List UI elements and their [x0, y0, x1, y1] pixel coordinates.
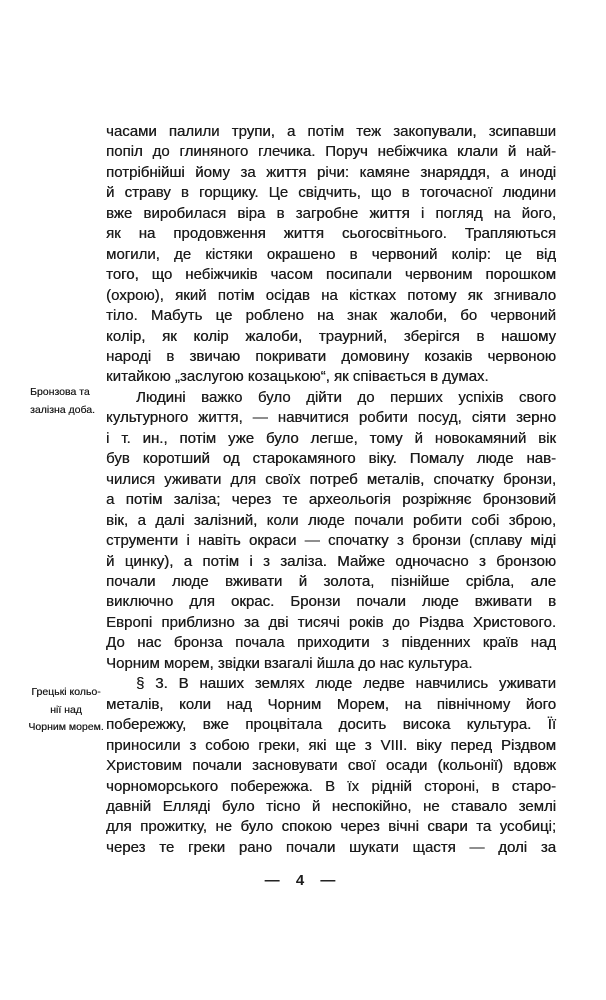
text-line: приносили з собою греки, які ще з VIII. віку перед Різдвом: [106, 736, 556, 754]
margin-note-line: нії над: [50, 703, 82, 716]
text-line: могили, де кістяки окрашено в червоний колір: це від: [106, 245, 556, 263]
text-line: побережжу, вже процвітала досить висока культура. Її: [106, 716, 556, 734]
text-line: попіл до глиняного глечика. Поруч небіжчика клали й най-: [106, 143, 556, 161]
text-line: а потім заліза; через те археольогія розріжняє бронзовий: [106, 491, 556, 509]
text-line: культурного життя, — навчитися робити посуд, сіяти зерно: [106, 409, 556, 427]
margin-note-greek-colonies: [26, 684, 106, 737]
margin-note-line: Чорним морем.: [28, 721, 104, 733]
text-line: й цинку), а потім і з заліза. Майже одночасно з бронзою: [106, 552, 556, 570]
text-line: вже виробилася віра в загробне життя і погляд на його,: [106, 204, 556, 222]
text-line: § 3. В наших землях люде ледве навчились уживати: [136, 675, 556, 693]
text-line: часами палили трупи, а потім теж закопували, зсипавши: [106, 123, 556, 140]
text-line: тіло. Мабуть це роблено на знак жалоби, бо червоний: [106, 307, 556, 325]
text-line: і т. ин., потім уже було легше, тому й новокамяний вік: [106, 429, 556, 447]
text-line: До нас бронза почала приходити з південних країв над: [106, 634, 556, 652]
margin-note-line: Грецькі кольо-: [31, 686, 101, 698]
text-line: народі в звичаю покривати домовину козаків червоною: [106, 347, 556, 365]
body-text: [106, 122, 556, 858]
text-line: Чорним морем, звідки взагалі йшла до нас культура.: [106, 654, 473, 672]
text-line: вік, а далі залізний, коли люде почали робити собі зброю,: [106, 511, 556, 529]
text-line: й страву в горщику. Це свідчить, що в тогочасної людини: [106, 184, 556, 202]
text-line: (охрою), який потім осідав на кістках потому як згнивало: [106, 286, 556, 304]
text-line: Людині важко було дійти до перших успіхів свого: [136, 388, 556, 406]
text-line: чилися уживати для своїх потреб металів, спочатку бронзи,: [106, 470, 556, 488]
margin-note-bronze-iron-age: [30, 384, 95, 419]
text-line: металів, коли над Чорним Морем, на північному його: [106, 695, 556, 713]
text-line: для прожитку, не було спокою через вічні свари та усобиці;: [106, 818, 556, 836]
text-line: чорноморського побережжа. В їх рідній стороні, в старо-: [106, 777, 556, 795]
text-line: був коротший од старокамяного віку. Помалу люде нав-: [106, 450, 556, 468]
page-number: — 4 —: [264, 872, 342, 889]
text-line: як на продовження життя сьогосвітнього. Трапляються: [106, 225, 556, 243]
text-line: китайкою „заслугою козацькою“, як співається в думах.: [106, 368, 489, 386]
text-line: виключно для окрас. Бронзи почали люде вживати в: [106, 593, 556, 611]
text-line: потрібнійші йому за життя річи: камяне знаряддя, а иноді: [106, 163, 556, 181]
text-line: почали люде вживати й золота, пізнійше срібла, але: [106, 572, 556, 590]
text-line: того, що небіжчиків часом посипали червоним порошком: [106, 266, 556, 284]
text-line: Европі приблизно за дві тисячі років до Різдва Христового.: [106, 613, 556, 631]
text-line: Христовим почали засновувати свої осади (кольонії) вдовж: [106, 757, 556, 775]
text-line: струменти і навіть окраси — спочатку з бронзи (сплаву міді: [106, 532, 556, 550]
text-line: давній Елляді було тісно й неспокійно, не ставало землі: [106, 797, 556, 815]
text-line: колір, як колір жалоби, траурний, зберігся в нашому: [106, 327, 556, 345]
margin-note-line: залізна доба.: [30, 403, 95, 416]
margin-note-line: Бронзова та: [30, 386, 90, 398]
text-line: через те греки рано почали шукати щастя — долі за: [106, 838, 556, 856]
